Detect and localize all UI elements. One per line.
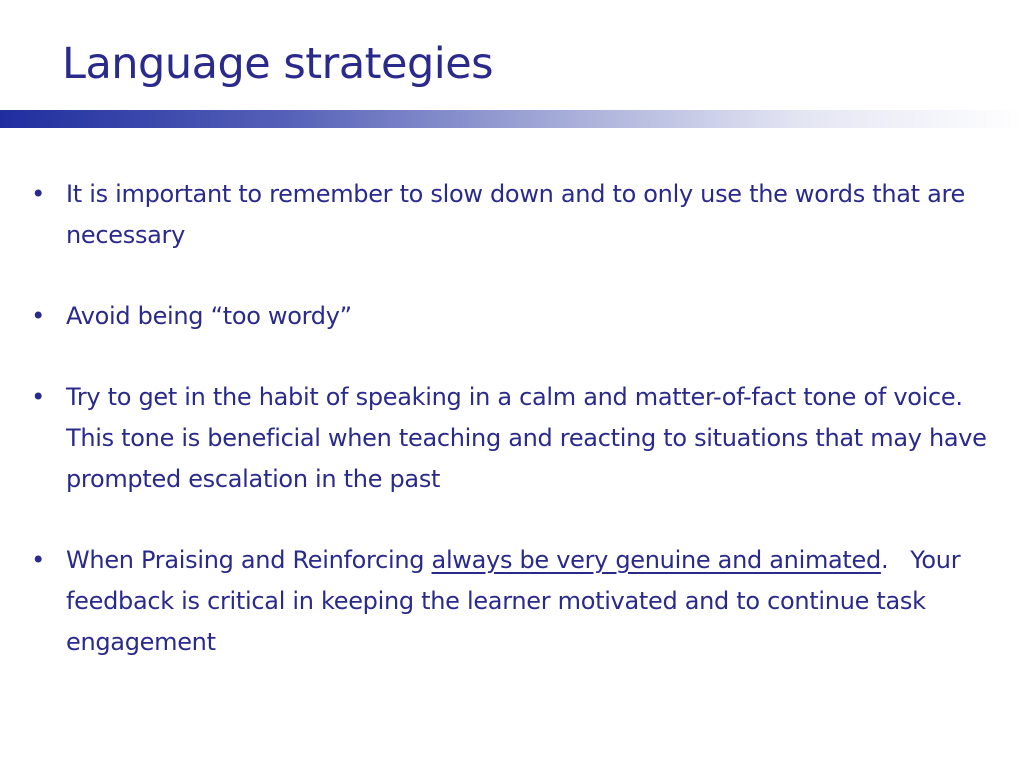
bullet-icon: • xyxy=(31,383,45,411)
bullet-item-praising xyxy=(30,540,1002,663)
bullet-item-too-wordy xyxy=(30,296,1002,337)
bullet-text-suffix: . Your feedback is critical in keeping the learner motivated and to continue task engagement xyxy=(66,546,968,656)
bullet-list xyxy=(30,174,1002,703)
bullet-item-slow-down xyxy=(30,174,1002,256)
bullet-icon: • xyxy=(31,180,45,208)
bullet-text: Try to get in the habit of speaking in a calm and matter-of-fact tone of voice. This tone is beneficial when teaching and reacting to situations that may have prompted escalation in the past xyxy=(66,383,994,493)
bullet-item-calm-tone xyxy=(30,377,1002,500)
bullet-icon: • xyxy=(31,302,45,330)
bullet-text: Avoid being “too wordy” xyxy=(66,302,352,330)
slide-title: Language strategies xyxy=(62,39,494,89)
title-gradient-bar xyxy=(0,110,1024,128)
bullet-text: It is important to remember to slow down and to only use the words that are necessary xyxy=(66,180,966,249)
bullet-text-prefix: When Praising and Reinforcing xyxy=(66,546,432,574)
genuine-animated-link[interactable]: always be very genuine and animated xyxy=(431,546,881,574)
bullet-icon: • xyxy=(31,546,45,574)
